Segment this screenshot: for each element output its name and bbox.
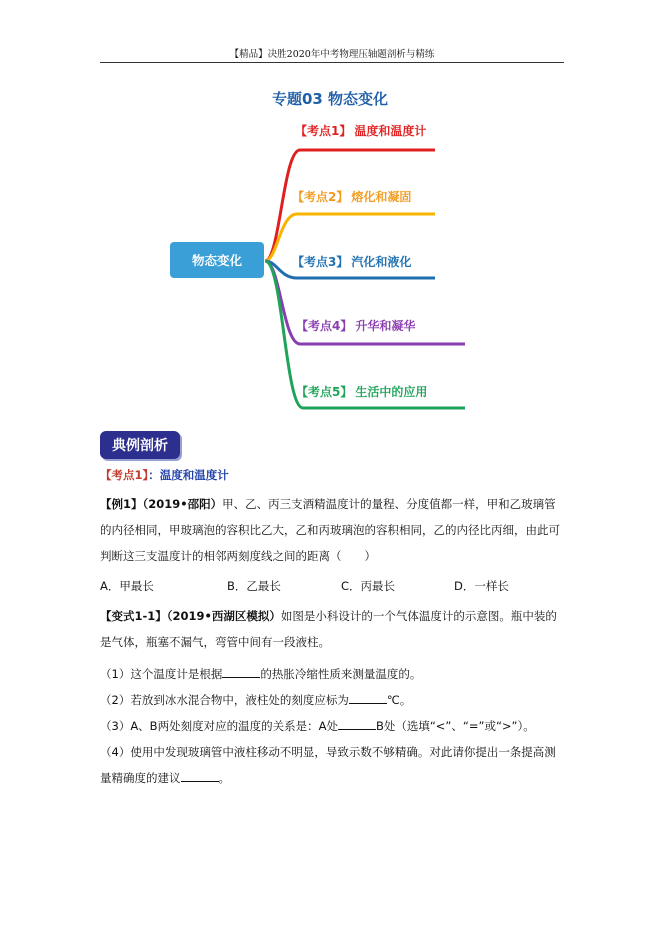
section-label: ：温度和温度计 (148, 468, 229, 482)
question-3-text-a: （3）A、B两处刻度对应的温度的关系是：A处 (100, 719, 338, 733)
example1-line1 (100, 491, 570, 517)
branch-label: 汽化和液化 (351, 255, 412, 269)
question-4-text-a: （4）使用中发现玻璃管中液柱移动不明显，导致示数不够精确。对此请你提出一条提高测 (100, 745, 556, 759)
branch-tag: 【考点4】 (296, 319, 353, 333)
page-header: 【精品】决胜2020年中考物理压轴题剖析与精练 (229, 49, 435, 60)
option-d: D．一样长 (454, 579, 509, 593)
mindmap-center: 物态变化 (170, 242, 264, 278)
answer-blank-4[interactable] (181, 771, 219, 782)
question-2-text-b: ℃。 (386, 693, 412, 707)
mindmap-branch-1 (295, 122, 426, 139)
mindmap-branch-2 (292, 188, 411, 205)
answer-blank-3[interactable] (338, 719, 376, 730)
example1-line2: 的内径相同，甲玻璃泡的容积比乙大，乙和丙玻璃泡的容积相同，乙的内径比丙细，由此可 (100, 523, 560, 537)
branch-label: 熔化和凝固 (351, 190, 412, 204)
mindmap-branch-4 (296, 317, 415, 334)
question-1 (100, 666, 570, 682)
question-4 (100, 744, 570, 760)
header-rule (100, 62, 564, 63)
branch-tag: 【考点5】 (296, 385, 353, 399)
branch-line-1 (265, 150, 435, 261)
example1-paragraph (100, 491, 570, 569)
option-b: B．乙最长 (227, 579, 281, 593)
mindmap-branch-3 (292, 253, 411, 270)
branch-label: 温度和温度计 (354, 124, 427, 138)
variant-paragraph (100, 603, 570, 655)
question-4-text-b: 量精确度的建议 (100, 771, 181, 785)
option-a: A．甲最长 (100, 579, 154, 593)
question-3-text-b: B处（选填“<”、“=”或“>”）。 (375, 719, 535, 733)
question-4-cont (100, 770, 570, 786)
branch-tag: 【考点3】 (292, 255, 349, 269)
question-2 (100, 692, 570, 708)
variant-text: 如图是小科设计的一个气体温度计的示意图。瓶中装的 (280, 609, 557, 623)
page-title: 专题03 物态变化 (271, 90, 389, 108)
section-badge: 典例剖析 (100, 431, 180, 459)
variant-line2: 是气体，瓶塞不漏气，弯管中间有一段液柱。 (100, 635, 330, 649)
branch-tag: 【考点2】 (292, 190, 349, 204)
question-2-text-a: （2）若放到冰水混合物中，液柱处的刻度应标为 (100, 693, 349, 707)
branch-tag: 【考点1】 (295, 124, 352, 138)
variant-tag: 【变式1-1】 (100, 609, 167, 623)
question-1-text-b: 的热胀冷缩性质来测量温度的。 (260, 667, 422, 681)
section-tag: 【考点1】 (100, 468, 149, 482)
variant-source: （2019•西湖区模拟） (166, 609, 281, 623)
answer-blank-1[interactable] (222, 667, 260, 678)
section-heading (100, 467, 229, 483)
example-text: 甲、乙、丙三支酒精温度计的量程、分度值都一样，甲和乙玻璃管 (222, 497, 556, 511)
example-tag: 【例1】 (100, 497, 143, 511)
branch-label: 生活中的应用 (355, 385, 428, 399)
mindmap-branch-5 (296, 383, 427, 400)
option-c: C．丙最长 (341, 579, 396, 593)
question-1-text-a: （1）这个温度计是根据 (100, 667, 223, 681)
example-source: （2019•邵阳） (142, 497, 223, 511)
example1-line3: 判断这三支温度计的相邻两刻度线之间的距离（ ） (100, 549, 376, 563)
answer-blank-2[interactable] (349, 693, 387, 704)
variant-line1 (100, 603, 570, 629)
question-3 (100, 718, 570, 734)
branch-label: 升华和凝华 (355, 319, 416, 333)
question-4-text-c: 。 (218, 771, 230, 785)
